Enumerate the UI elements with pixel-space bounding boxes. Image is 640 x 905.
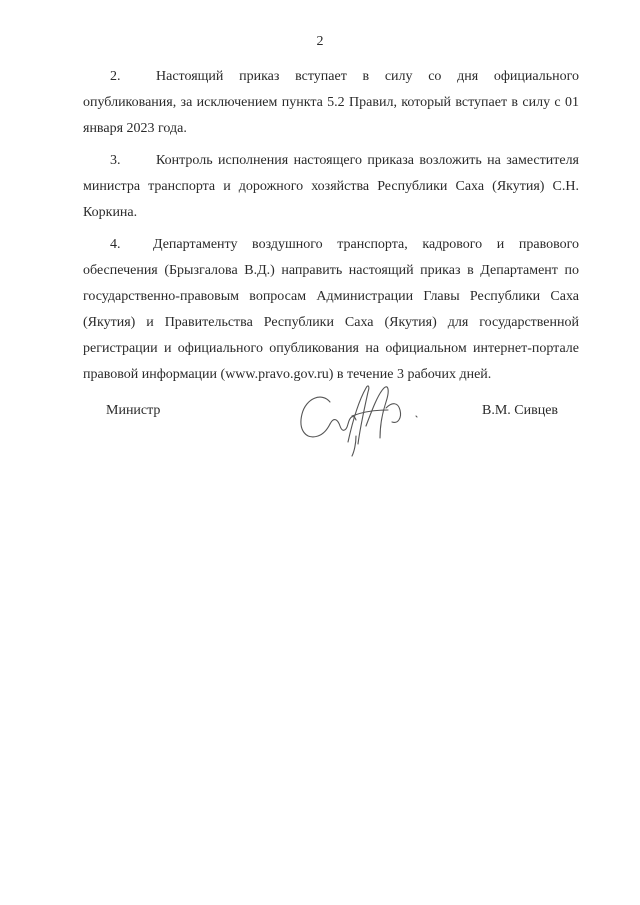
paragraph-text: Контроль исполнения настоящего приказа возложить на заместителя министра транспорта и дорожного хозяйства Республики Саха (Якутия) С.Н. Коркина.: [83, 153, 579, 220]
signatory-name: В.М. Сивцев: [482, 403, 559, 418]
handwritten-signature: [292, 380, 432, 458]
paragraph-3: [83, 148, 579, 226]
paragraph-number: 3.: [110, 153, 121, 168]
paragraph-number: 2.: [110, 69, 121, 84]
document-body: [83, 64, 579, 394]
paragraph-text: Настоящий приказ вступает в силу со дня официального опубликования, за исключением пункта 5.2 Правил, который вступает в силу с 01 января 2023 года.: [83, 69, 579, 136]
paragraph-text: Департаменту воздушного транспорта, кадрового и правового обеспечения (Брызгалова В.Д.) направить настоящий приказ в Департамент по государственно-правовым вопросам Администрации Главы Республики Саха (Якутия) и Правительства Республики Саха (Якутия) для государственной регистрации и официального опубликования на официальном интернет-портале правовой информации (www.pravo.gov.ru) в течение 3 рабочих дней.: [83, 237, 579, 382]
page-number: 2: [316, 34, 324, 49]
paragraph-4: [83, 232, 579, 388]
paragraph-2: [83, 64, 579, 142]
signatory-position: Министр: [106, 403, 161, 418]
signature-block: [0, 380, 640, 460]
paragraph-number: 4.: [110, 237, 121, 252]
